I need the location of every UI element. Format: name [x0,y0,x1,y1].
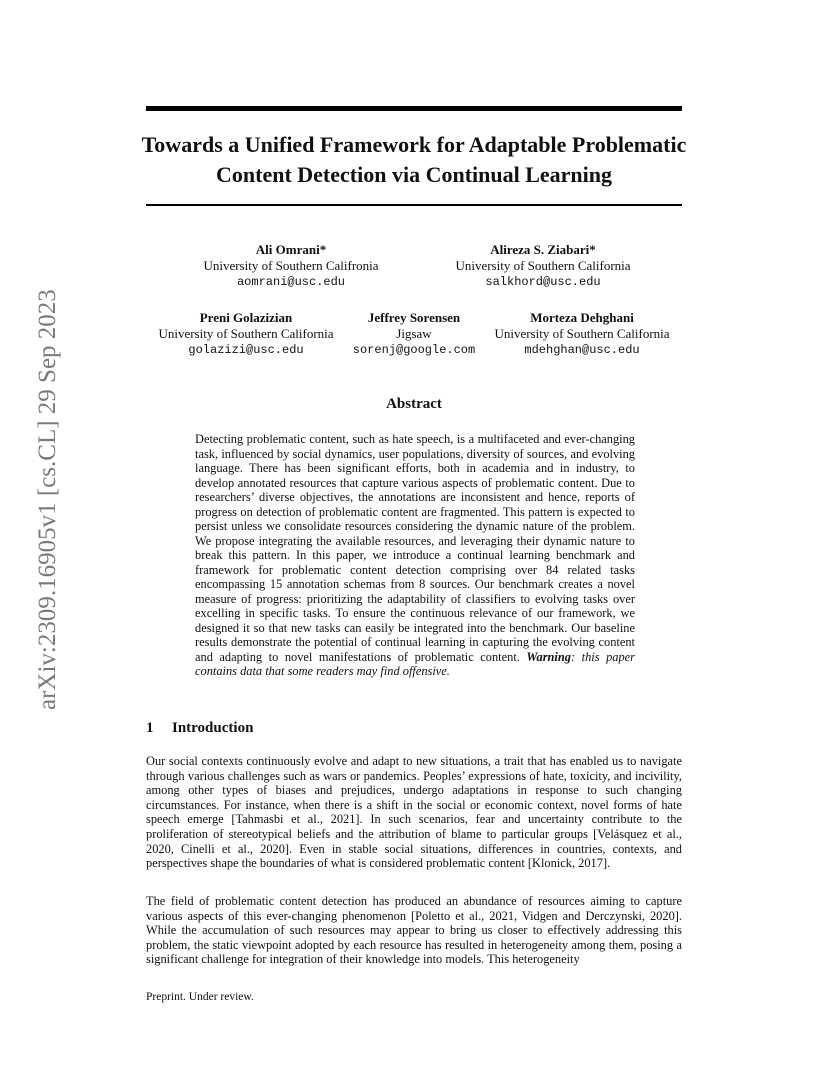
author-name: Ali Omrani* [255,242,327,257]
author-block [346,310,482,358]
title-top-rule [146,106,682,111]
paper-title: Towards a Unified Framework for Adaptable Problematic Content Detection via Continual Learning [141,132,687,187]
author-email: sorenj@google.com [352,343,476,357]
warning-label: Warning [526,649,571,664]
section-heading [146,720,253,737]
abstract-text: Detecting problematic content, such as hate speech, is a multifaceted and ever-changing task, influenced by social dynamics, user populations, diversity of sources, and evolving language. There has been significant efforts, both in academia and in industry, to develop annotated resources that capture various aspects of problematic content. Due to researchers’ diverse objectives, the annotations are inconsistent and hence, reports of progress on detection of problematic content are fragmented. This pattern is expected to persist unless we consolidate resources considering the dynamic nature of the problem. We propose integrating the available resources, and leveraging their dynamic nature to break this pattern. In this paper, we introduce a continual learning benchmark and framework for problematic content detection comprising over 84 related tasks encompassing 15 annotation schemas from 8 sources. Our benchmark creates a novel measure of progress: prioritizing the adaptability of classifiers to evolving tasks over excelling in specific tasks. To ensure the continuous relevance of our framework, we designed it so that new tasks can easily be integrated into the benchmark. Our baseline results demonstrate the potential of continual learning in capturing the evolving content and adapting to novel manifestations of problematic content. [195,432,635,664]
arxiv-sidebar-stamp: arXiv:2309.16905v1 [cs.CL] 29 Sep 2023 [34,289,61,710]
author-email: salkhord@usc.edu [485,275,601,289]
author-affiliation: Jigsaw [396,326,432,341]
author-affiliation: University of Southern California [494,326,670,341]
author-email: aomrani@usc.edu [236,275,346,289]
abstract-heading: Abstract [386,396,442,412]
author-block [484,310,680,358]
warning-text: : this paper contains data that some readers may find offensive. [195,649,635,678]
author-block [148,310,344,358]
author-name: Alireza S. Ziabari* [490,242,596,257]
author-name: Jeffrey Sorensen [367,310,461,325]
author-name: Preni Golazizian [199,310,293,325]
author-email: golazizi@usc.edu [188,343,304,357]
section-number: 1 [146,720,154,736]
footer-note: Preprint. Under review. [146,991,254,1003]
author-block [434,242,652,290]
author-email: mdehghan@usc.edu [524,343,640,357]
paragraph: The field of problematic content detection has produced an abundance of resources aiming to capture various aspects of this ever-changing phenomenon [Poletto et al., 2021, Vidgen and Derczynski, 2020]. While the accumulation of such resources may appear to bring us closer to effectively addressing this problem, the static viewpoint adopted by each resource has resulted in heterogeneity among them, posing a significant challenge for integration of their knowledge into models. This heterogeneity [146,894,682,967]
title-bottom-rule [146,204,682,206]
abstract-body [195,432,635,679]
author-affiliation: University of Southern California [158,326,334,341]
paragraph: Our social contexts continuously evolve and adapt to new situations, a trait that has enabled us to navigate through various challenges such as wars or pandemics. Peoples’ expressions of hate, toxicity, and incivility, among other types of biases and prejudices, undergo adaptations in response to such changing circumstances. For instance, when there is a shift in the social or economic context, novel forms of hate speech emerge [Tahmasbi et al., 2021]. In such scenarios, fear and uncertainty contribute to the proliferation of stereotypical beliefs and the attribution of blame to particular groups [Velásquez et al., 2020, Cinelli et al., 2020]. Even in stable social situations, differences in countries, contexts, and perspectives shape the boundaries of what is considered problematic content [Klonick, 2017]. [146,754,682,871]
section-title: Introduction [172,720,254,736]
author-name: Morteza Dehghani [530,310,634,325]
author-block [191,242,391,290]
author-affiliation: University of Southern California [455,258,631,273]
author-affiliation: University of Southern Califronia [203,258,379,273]
